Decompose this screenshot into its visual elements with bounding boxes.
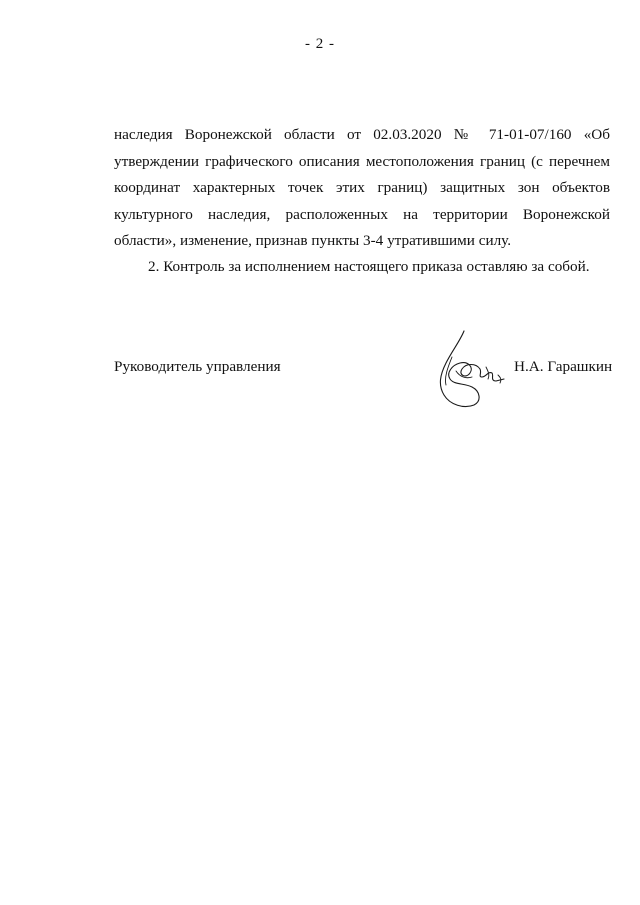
signatory-position: Руководитель управления <box>114 358 281 375</box>
paragraph-1-line: культурного наследия, расположенных на территории Воронежской <box>114 205 610 223</box>
paragraph-1-line: наследия Воронежской области от 02.03.2020 № 71-01-07/160 «Об <box>114 126 610 143</box>
page-number: - 2 - <box>305 36 335 52</box>
paragraph-1-line: утверждении графического описания местоположения границ (с перечнем <box>114 152 610 170</box>
paragraph-2: 2. Контроль за исполнением настоящего приказа оставляю за собой. <box>148 258 590 275</box>
signatory-name: Н.А. Гарашкин <box>514 358 613 375</box>
paragraph-1-line: координат характерных точек этих границ) защитных зон объектов <box>114 179 610 196</box>
paragraph-1 <box>114 122 610 255</box>
handwritten-signature <box>430 327 510 413</box>
paragraph-1-line: области», изменение, признав пункты 3-4 утратившими силу. <box>114 232 512 249</box>
